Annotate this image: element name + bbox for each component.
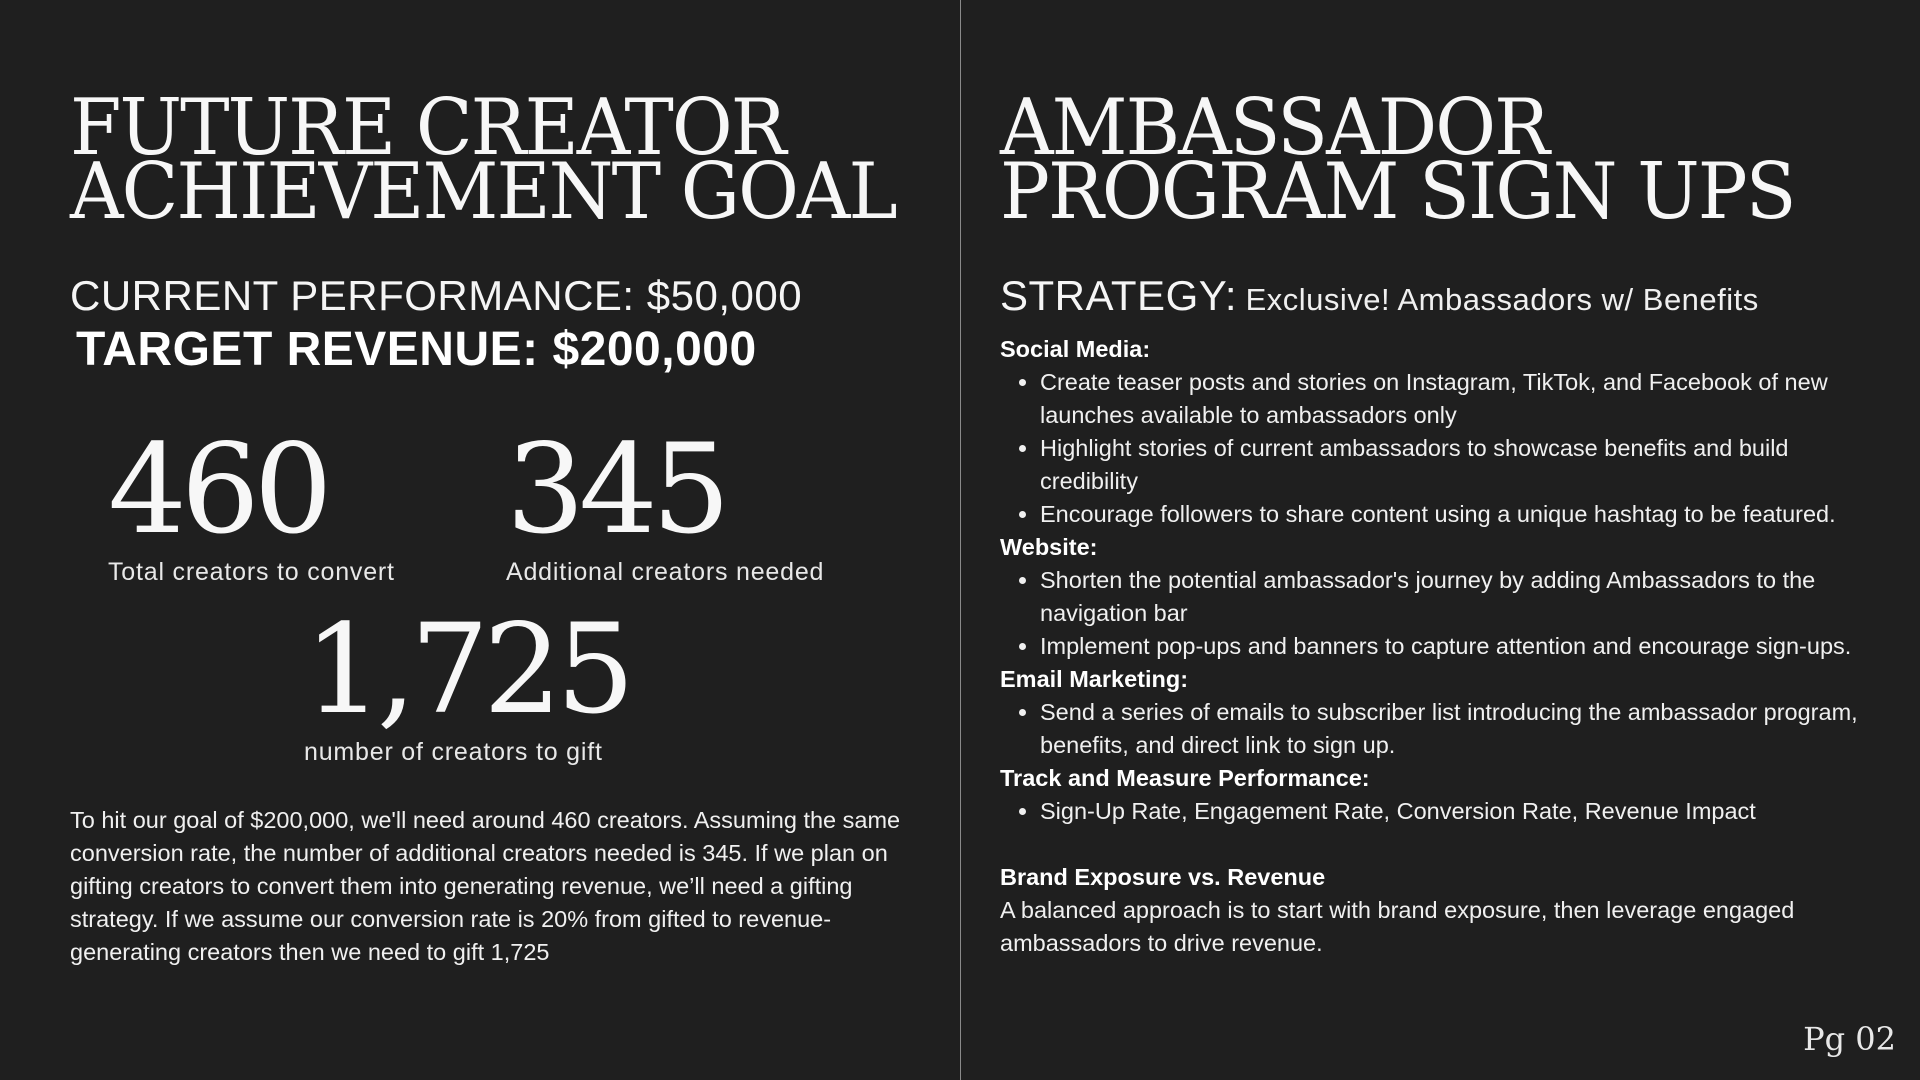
brand-exposure-text: A balanced approach is to start with brand exposure, then leverage engaged ambassadors to drive revenue. [1000, 897, 1795, 956]
stat-label: Total creators to convert [108, 558, 395, 586]
right-title-line2: PROGRAM SIGN UPS [1000, 147, 1795, 237]
list-item: • Implement pop-ups and banners to capture attention and encourage sign-ups. [1040, 630, 1880, 663]
left-title [70, 83, 896, 237]
email-marketing-list [1000, 696, 1880, 762]
track-measure-list [1000, 795, 1880, 828]
section-spacer [1000, 828, 1880, 861]
stat-value: 1,725 [304, 598, 629, 742]
page-number: Pg 02 [1803, 1020, 1896, 1058]
stat-creators-to-gift [304, 598, 629, 767]
stat-additional-creators [506, 418, 825, 587]
section-heading-website: Website: [1000, 534, 1098, 560]
goal-explanation-paragraph: To hit our goal of $200,000, we'll need around 460 creators. Assuming the same conversion rate, the number of additional creators needed is 345. If we plan on gifting creators to convert them into generating revenue, we’ll need a gifting strategy. If we assume our conversion rate is 20% from gifted to revenue-generating creators then we need to gift 1,725 [70, 807, 901, 965]
social-media-list [1000, 366, 1880, 531]
stat-label: Additional creators needed [506, 558, 825, 586]
right-title [1000, 83, 1795, 237]
website-list [1000, 564, 1880, 663]
strategy-content [1000, 333, 1880, 960]
left-panel [70, 0, 910, 1080]
stat-label: number of creators to gift [304, 738, 603, 766]
left-title-line2: ACHIEVEMENT GOAL [70, 147, 896, 237]
list-item: • Create teaser posts and stories on Instagram, TikTok, and Facebook of new launches available to ambassadors only [1040, 366, 1880, 432]
stat-value: 460 [108, 418, 327, 562]
section-heading-track-measure: Track and Measure Performance: [1000, 765, 1370, 791]
stat-total-creators [108, 418, 395, 587]
list-item: • Shorten the potential ambassador's journey by adding Ambassadors to the navigation bar [1040, 564, 1880, 630]
current-performance: CURRENT PERFORMANCE: $50,000 [70, 272, 803, 319]
strategy-label: STRATEGY: [1000, 272, 1238, 319]
section-heading-email-marketing: Email Marketing: [1000, 666, 1189, 692]
left-title-line1: FUTURE CREATOR [70, 83, 785, 173]
right-title-line1: AMBASSADOR [1000, 83, 1549, 173]
list-item: • Send a series of emails to subscriber list introducing the ambassador program, benefits, and direct link to sign up. [1040, 696, 1880, 762]
center-divider [960, 0, 961, 1080]
list-item: • Highlight stories of current ambassadors to showcase benefits and build credibility [1040, 432, 1880, 498]
strategy-value: Exclusive! Ambassadors w/ Benefits [1245, 282, 1759, 317]
brand-exposure-heading: Brand Exposure vs. Revenue [1000, 864, 1326, 890]
strategy-line [1000, 272, 1759, 320]
right-panel [1000, 0, 1870, 1080]
section-heading-social-media: Social Media: [1000, 336, 1151, 362]
list-item: • Sign-Up Rate, Engagement Rate, Conversion Rate, Revenue Impact [1040, 795, 1880, 828]
target-revenue: TARGET REVENUE: $200,000 [76, 323, 757, 376]
list-item: • Encourage followers to share content using a unique hashtag to be featured. [1040, 498, 1880, 531]
stat-value: 345 [506, 418, 725, 562]
